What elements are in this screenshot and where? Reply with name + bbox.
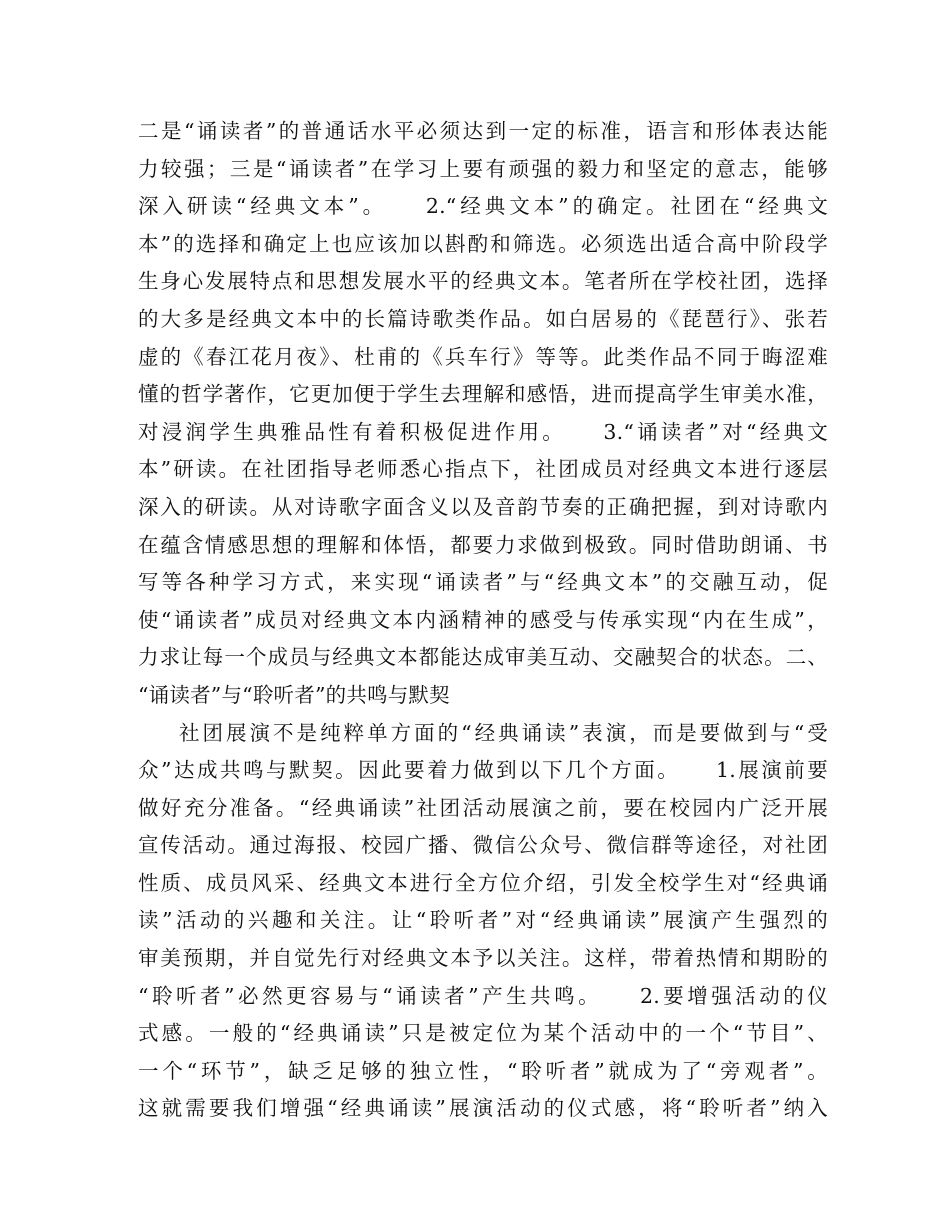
section-heading: “诵读者”与“聆听者”的共鸣与默契 [138,682,450,707]
text-line: 对浸润学生典雅品性有着积极促进作用。 3.“诵读者”对“经典文 [138,419,828,444]
text-line: 懂的哲学著作，它更加便于学生去理解和感悟，进而提高学生审美水准， [138,382,828,407]
body-text [138,113,828,1128]
text-line: 本”研读。在社团指导老师悉心指点下，社团成员对经典文本进行逐层 [138,457,828,482]
text-line: 一个“环节”，缺乏足够的独立性，“聆听者”就成为了“旁观者”。 [138,1058,828,1083]
text-line: 二是“诵读者”的普通话水平必须达到一定的标准，语言和形体表达能 [138,119,828,143]
text-line: 这就需要我们增强“经典诵读”展演活动的仪式感，将“聆听者”纳入 [138,1096,828,1121]
text-line: 本”的选择和确定上也应该加以斟酌和筛选。必须选出适合高中阶段学 [138,231,828,256]
text-line: 审美预期，并自觉先行对经典文本予以关注。这样，带着热情和期盼的 [138,946,828,971]
text-line: 虚的《春江花月夜》、杜甫的《兵车行》等等。此类作品不同于晦涩难 [138,344,828,369]
text-line: 生身心发展特点和思想发展水平的经典文本。笔者所在学校社团，选择 [138,269,828,294]
text-line: 力较强；三是“诵读者”在学习上要有顽强的毅力和坚定的意志，能够 [138,156,828,181]
text-line: 深入研读“经典文本”。 2.“经典文本”的确定。社团在“经典文 [138,194,828,219]
text-line: 使“诵读者”成员对经典文本内涵精神的感受与传承实现“内在生成”， [138,607,828,632]
text-line: 式感。一般的“经典诵读”只是被定位为某个活动中的一个“节目”、 [138,1021,828,1046]
text-line: 力求让每一个成员与经典文本都能达成审美互动、交融契合的状态。二、 [138,645,828,670]
paragraph-first-line: 社团展演不是纯粹单方面的“经典诵读”表演，而是要做到与“受 [179,720,828,745]
text-line: 宣传活动。通过海报、校园广播、微信公众号、微信群等途径，对社团 [138,833,828,858]
text-line: “聆听者”必然更容易与“诵读者”产生共鸣。 2.要增强活动的仪 [138,983,828,1008]
text-line: 写等各种学习方式，来实现“诵读者”与“经典文本”的交融互动，促 [138,570,828,595]
text-line: 在蕴含情感思想的理解和体悟，都要力求做到极致。同时借助朗诵、书 [138,532,828,557]
text-line: 众”达成共鸣与默契。因此要着力做到以下几个方面。 1.展演前要 [138,758,828,783]
text-line: 性质、成员风采、经典文本进行全方位介绍，引发全校学生对“经典诵 [138,870,828,895]
text-line: 的大多是经典文本中的长篇诗歌类作品。如白居易的《琵琶行》、张若 [138,306,828,331]
text-line: 深入的研读。从对诗歌字面含义以及音韵节奏的正确把握，到对诗歌内 [138,494,828,519]
text-line: 读”活动的兴趣和关注。让“聆听者”对“经典诵读”展演产生强烈的 [138,908,828,933]
text-line: 做好充分准备。“经典诵读”社团活动展演之前，要在校园内广泛开展 [138,795,828,820]
